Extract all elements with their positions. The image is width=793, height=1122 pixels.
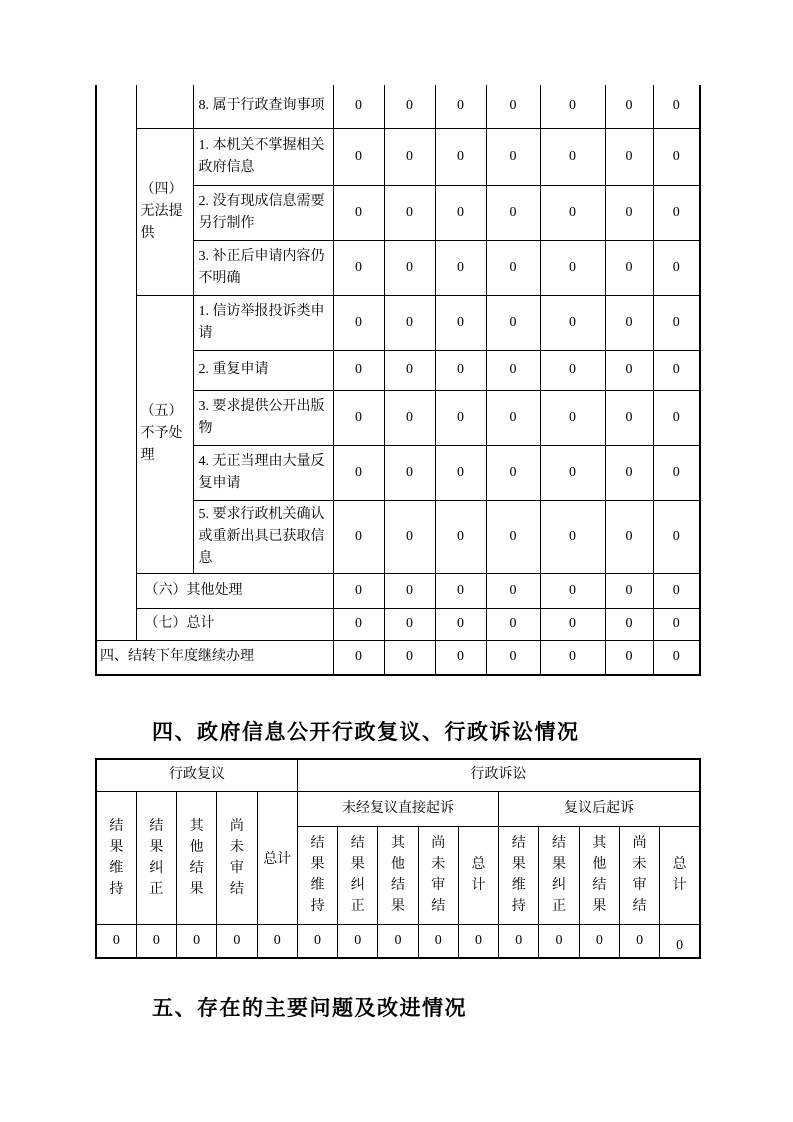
col-header-other-result: 其他结果 [579,826,619,924]
value-cell: 0 [333,295,384,350]
value-cell: 0 [540,295,605,350]
value-cell: 0 [333,185,384,240]
col-header-pending: 尚未审结 [418,826,458,924]
value-cell: 0 [333,85,384,128]
value-cell: 0 [486,390,540,445]
header-lawsuit-after-review: 复议后起诉 [499,791,700,826]
value-cell: 0 [435,608,486,640]
value-cell: 0 [653,445,700,500]
value-cell: 0 [486,640,540,675]
table-row [96,640,700,675]
value-cell: 0 [605,445,653,500]
value-cell: 0 [540,128,605,185]
value-cell: 0 [605,500,653,573]
row-label: 2. 重复申请 [193,350,333,390]
row-label-carryover-next-year: 四、结转下年度继续办理 [96,640,333,675]
value-cell: 0 [257,924,297,958]
row-label: 5. 要求行政机关确认或重新出具已获取信息 [193,500,333,573]
header-administrative-review: 行政复议 [96,759,297,791]
header-administrative-litigation: 行政诉讼 [297,759,700,791]
col-header-result-upheld: 结果维持 [499,826,539,924]
col-header-total: 总计 [660,826,700,924]
value-cell: 0 [540,85,605,128]
value-cell: 0 [486,185,540,240]
col-header-other-result: 其他结果 [378,826,418,924]
group-label-unable-to-provide: （四）无法提供 [136,128,193,295]
col-header-result-corrected: 结果纠正 [539,826,579,924]
empty-continued-cell [136,85,193,128]
value-cell: 0 [384,350,435,390]
row-label: 1. 本机关不掌握相关政府信息 [193,128,333,185]
value-cell: 0 [384,295,435,350]
table-row [96,759,700,791]
value-cell: 0 [384,500,435,573]
value-cell: 0 [653,350,700,390]
value-cell: 0 [384,390,435,445]
value-cell: 0 [435,445,486,500]
col-header-other-result: 其他结果 [177,791,217,924]
value-cell: 0 [333,240,384,295]
value-cell: 0 [486,240,540,295]
header-direct-lawsuit: 未经复议直接起诉 [297,791,498,826]
value-cell: 0 [378,924,418,958]
value-cell: 0 [384,608,435,640]
value-cell: 0 [435,128,486,185]
value-cell: 0 [486,350,540,390]
value-cell: 0 [435,500,486,573]
value-cell: 0 [333,640,384,675]
value-cell: 0 [605,640,653,675]
application-results-table-continued [95,85,701,676]
col-header-result-corrected: 结果纠正 [136,791,176,924]
row-label: 2. 没有现成信息需要另行制作 [193,185,333,240]
value-cell: 0 [136,924,176,958]
value-cell: 0 [458,924,498,958]
col-header-total: 总计 [257,791,297,924]
value-cell: 0 [435,350,486,390]
value-cell: 0 [333,573,384,608]
col-header-pending: 尚未审结 [217,791,257,924]
value-cell: 0 [384,445,435,500]
value-cell: 0 [384,85,435,128]
value-cell: 0 [605,295,653,350]
value-cell: 0 [605,85,653,128]
review-litigation-table [95,758,701,959]
value-cell: 0 [540,500,605,573]
value-cell: 0 [605,390,653,445]
value-cell: 0 [653,640,700,675]
section-5-heading: 五、存在的主要问题及改进情况 [152,997,467,1020]
value-cell: 0 [540,350,605,390]
table-row [96,573,700,608]
value-cell: 0 [653,573,700,608]
value-cell: 0 [435,185,486,240]
value-cell: 0 [653,390,700,445]
value-cell: 0 [540,608,605,640]
value-cell: 0 [486,573,540,608]
value-cell: 0 [384,240,435,295]
value-cell: 0 [540,390,605,445]
col-header-result-corrected: 结果纠正 [338,826,378,924]
value-cell: 0 [486,128,540,185]
value-cell: 0 [540,573,605,608]
value-cell: 0 [333,350,384,390]
row-label-grand-total: （七）总计 [136,608,333,640]
value-cell: 0 [486,295,540,350]
value-cell: 0 [384,128,435,185]
row-label: 1. 信访举报投诉类申请 [193,295,333,350]
value-cell: 0 [384,185,435,240]
table-row [96,295,700,350]
value-cell: 0 [435,240,486,295]
value-cell: 0 [605,573,653,608]
value-cell: 0 [653,240,700,295]
row-label: 3. 补正后申请内容仍不明确 [193,240,333,295]
value-cell: 0 [418,924,458,958]
value-cell: 0 [486,500,540,573]
table-row [96,791,700,826]
value-cell: 0 [333,445,384,500]
row-label-other-handling: （六）其他处理 [136,573,333,608]
value-cell: 0 [653,500,700,573]
row-label: 3. 要求提供公开出版物 [193,390,333,445]
col-header-total: 总计 [458,826,498,924]
section-4-heading: 四、政府信息公开行政复议、行政诉讼情况 [152,721,580,744]
table-row [96,924,700,958]
value-cell: 0 [96,924,136,958]
value-cell: 0 [539,924,579,958]
value-cell: 0 [435,573,486,608]
value-cell: 0 [499,924,539,958]
value-cell: 0 [605,240,653,295]
value-cell: 0 [333,390,384,445]
table-row [96,85,700,128]
value-cell: 0 [540,185,605,240]
value-cell: 0 [605,128,653,185]
value-cell: 0 [384,640,435,675]
value-cell: 0 [579,924,619,958]
empty-continued-cell [96,85,136,640]
value-cell: 0 [435,295,486,350]
value-cell: 0 [217,924,257,958]
value-cell: 0 [619,924,659,958]
value-cell: 0 [297,924,337,958]
value-cell: 0 [435,390,486,445]
value-cell: 0 [653,608,700,640]
value-cell: 0 [486,445,540,500]
value-cell: 0 [653,128,700,185]
table-row [96,608,700,640]
value-cell: 0 [333,500,384,573]
col-header-result-upheld: 结果维持 [297,826,337,924]
value-cell: 0 [653,85,700,128]
row-label-admin-inquiry: 8. 属于行政查询事项 [193,85,333,128]
value-cell: 0 [605,350,653,390]
table-row [96,128,700,185]
value-cell: 0 [540,240,605,295]
value-cell: 0 [177,924,217,958]
value-cell: 0 [660,924,700,958]
value-cell: 0 [435,85,486,128]
group-label-not-processed: （五）不予处理 [136,295,193,573]
value-cell: 0 [338,924,378,958]
value-cell: 0 [653,295,700,350]
value-cell: 0 [605,608,653,640]
row-label: 4. 无正当理由大量反复申请 [193,445,333,500]
value-cell: 0 [605,185,653,240]
value-cell: 0 [653,185,700,240]
value-cell: 0 [540,445,605,500]
value-cell: 0 [333,608,384,640]
col-header-result-upheld: 结果维持 [96,791,136,924]
col-header-pending: 尚未审结 [619,826,659,924]
value-cell: 0 [540,640,605,675]
value-cell: 0 [333,128,384,185]
value-cell: 0 [384,573,435,608]
value-cell: 0 [486,85,540,128]
value-cell: 0 [486,608,540,640]
value-cell: 0 [435,640,486,675]
